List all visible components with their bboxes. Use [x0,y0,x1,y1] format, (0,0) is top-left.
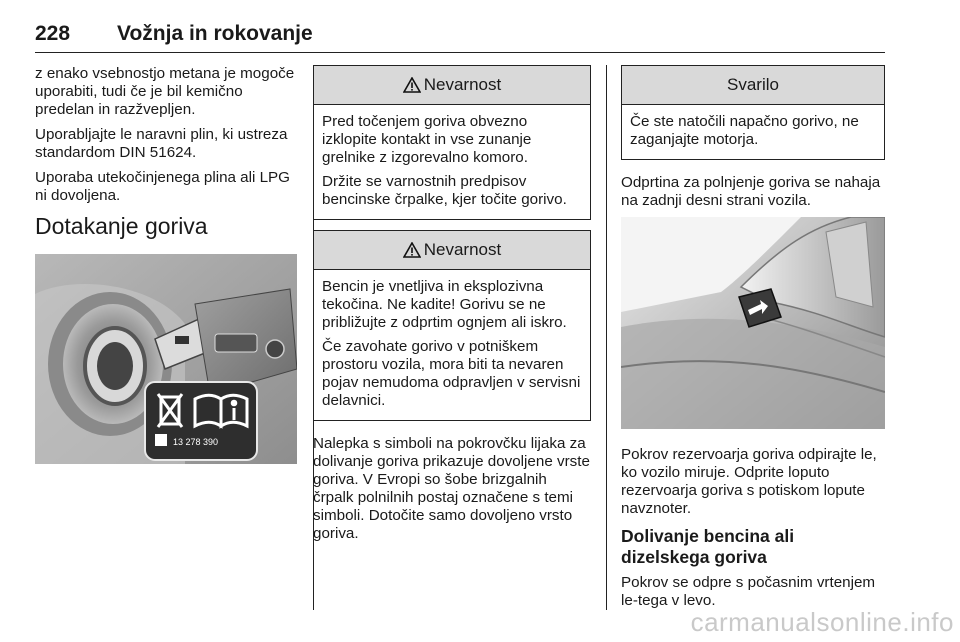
page-number: 228 [35,22,71,45]
warning-triangle-icon [403,242,421,258]
caution-box-paragraph: Če ste natočili napačno gorivo, ne zaganjajte motorja. [630,113,859,148]
label-number-text: 13 278 390 [173,437,219,447]
column-right [621,65,885,617]
danger-box-1-paragraph-2: Držite se varnostnih predpisov bencinske črpalke, kjer točite gorivo. [322,173,567,208]
column-left [35,65,297,469]
fuel-label-paragraph: Nalepka s simboli na pokrovčku lijaka za dolivanje goriva prikazuje dovoljene vrste goriva. V Evropi so šobe brizgalnih črpalk polnilnih postaj označene s temi simboli. Dotočite samo dovoljeno vrsto goriva. [313,435,590,542]
watermark: carmanualsonline.info [690,607,954,637]
intro-paragraph-2: Uporabljajte le naravni plin, ki ustreza standardom DIN 51624. [35,126,288,161]
running-title: Vožnja in rokovanje [117,22,313,45]
column-divider-2 [606,65,607,610]
danger-box-1 [313,65,591,220]
car-fuel-door-figure [621,217,885,429]
column-middle [313,65,591,550]
filler-location-paragraph: Odprtina za polnjenje goriva se nahaja na zadnji desni strani vozila. [621,174,881,209]
danger-box-2-paragraph-1: Bencin je vnetljiva in eksplozivna tekočina. Ne kadite! Gorivu se ne približujte z odprtim ognjem ali iskro. [322,278,567,331]
caution-box-title: Svarilo [727,75,779,94]
danger-box-2-header [314,231,590,270]
subsection-title: Dolivanje bencina ali dizelskega goriva [621,526,795,567]
danger-box-1-title: Nevarnost [423,75,502,94]
danger-box-2-title: Nevarnost [423,240,502,259]
cap-opening-paragraph: Pokrov se odpre s počasnim vrtenjem le-tega v levo. [621,574,876,609]
intro-paragraph-3: Uporaba utekočinjenega plina ali LPG ni dovoljena. [35,169,290,204]
page-header [35,20,885,53]
opening-instructions-paragraph: Pokrov rezervoarja goriva odpirajte le, ko vozilo miruje. Odprite loputo rezervoarja goriva s potiskom lopute navznoter. [621,446,877,517]
warning-triangle-icon [403,77,421,93]
fuel-cap-figure [35,254,297,464]
caution-box-header [622,66,884,105]
section-title: Dotakanje goriva [35,213,208,239]
danger-box-2-paragraph-2: Če zavohate gorivo v potniškem prostoru vozila, mora biti ta nevaren pojav nemudoma odpravljen v servisni delavnici. [322,338,581,409]
danger-box-1-header [314,66,590,105]
fuel-type-square-icon [155,434,167,446]
caution-box [621,65,885,160]
danger-box-1-paragraph-1: Pred točenjem goriva obvezno izklopite kontakt in vse zunanje grelnike z izgorevalno komoro. [322,113,532,166]
intro-paragraph-1: z enako vsebnostjo metana je mogoče uporabiti, tudi če je bil kemično predelan in razžvepljen. [35,65,295,118]
danger-box-2 [313,230,591,421]
